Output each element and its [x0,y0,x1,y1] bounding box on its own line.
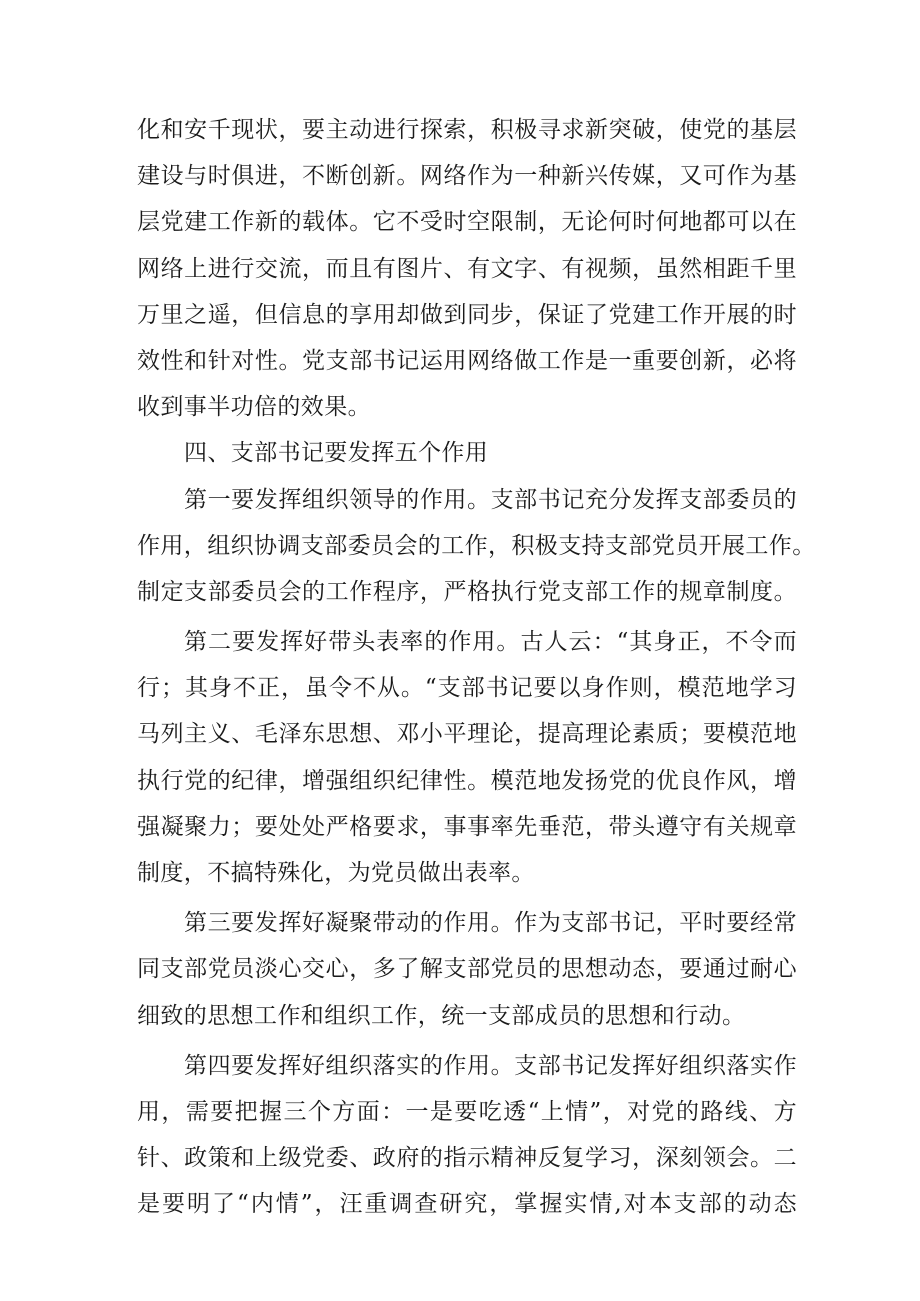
text-line: 万里之遥，但信息的享用却做到同步，保证了党建工作开展的时 [137,301,797,328]
text-line: 建设与时俱进，不断创新。网络作为一种新兴传媒，又可作为基 [137,163,797,190]
text-line: 效性和针对性。党支部书记运用网络做工作是一重要创新，必将 [137,347,797,374]
text-line: 是要明了“内情”，汪重调查研究，掌握实情,对本支部的动态 [137,1191,797,1218]
text-line: 针、政策和上级党委、政府的指示精神反复学习，深刻领会。二 [137,1145,797,1172]
text-line: 强凝聚力；要处处严格要求，事事率先垂范，带头遵守有关规章 [137,813,797,840]
text-line: 层党建工作新的载体。它不受时空限制，无论何时何地都可以在 [137,209,797,236]
document-body [137,107,816,1228]
text-line: 用，需要把握三个方面：一是要吃透“上情”，对党的路线、方 [137,1098,797,1125]
text-line: 行；其身不正，虽令不从。“支部书记要以身作则，模范地学习 [137,675,797,702]
text-line: 制定支部委员会的工作程序，严格执行党支部工作的规章制度。 [137,578,797,605]
text-line: 网络上进行交流，而且有图片、有文字、有视频，虽然相距千里 [137,255,797,282]
section-heading: 四、支部书记要发挥五个作用 [184,440,489,467]
text-line: 制度，不搞特殊化，为党员做出表率。 [137,860,535,886]
paragraph-first-line: 第三要发挥好凝聚带动的作用。作为支部书记，平时要经常 [184,910,797,937]
text-line: 执行党的纪律，增强组织纪律性。模范地发扬党的优良作风，增 [137,767,797,794]
paragraph-first-line: 第一要发挥组织领导的作用。支部书记充分发挥支部委员的 [184,486,797,513]
text-line: 马列主义、毛泽东思想、邓小平理论，提高理论素质；要模范地 [137,721,797,748]
paragraph-first-line: 第二要发挥好带头表率的作用。古人云：“其身正，不令而 [184,629,797,656]
text-line: 同支部党员淡心交心，多了解支部党员的思想动态，要通过耐心 [137,956,797,983]
text-line: 化和安千现状，要主动进行探索，积极寻求新突破，使党的基层 [137,117,797,143]
text-line: 细致的思想工作和组织工作，统一支部成员的思想和行动。 [137,1002,746,1029]
text-line: 收到事半功倍的效果。 [137,394,371,421]
paragraph-first-line: 第四要发挥好组织落实的作用。支部书记发挥好组织落实作 [184,1052,797,1079]
text-line: 作用，组织协调支部委员会的工作，积极支持支部党员开展工作。 [137,532,816,559]
